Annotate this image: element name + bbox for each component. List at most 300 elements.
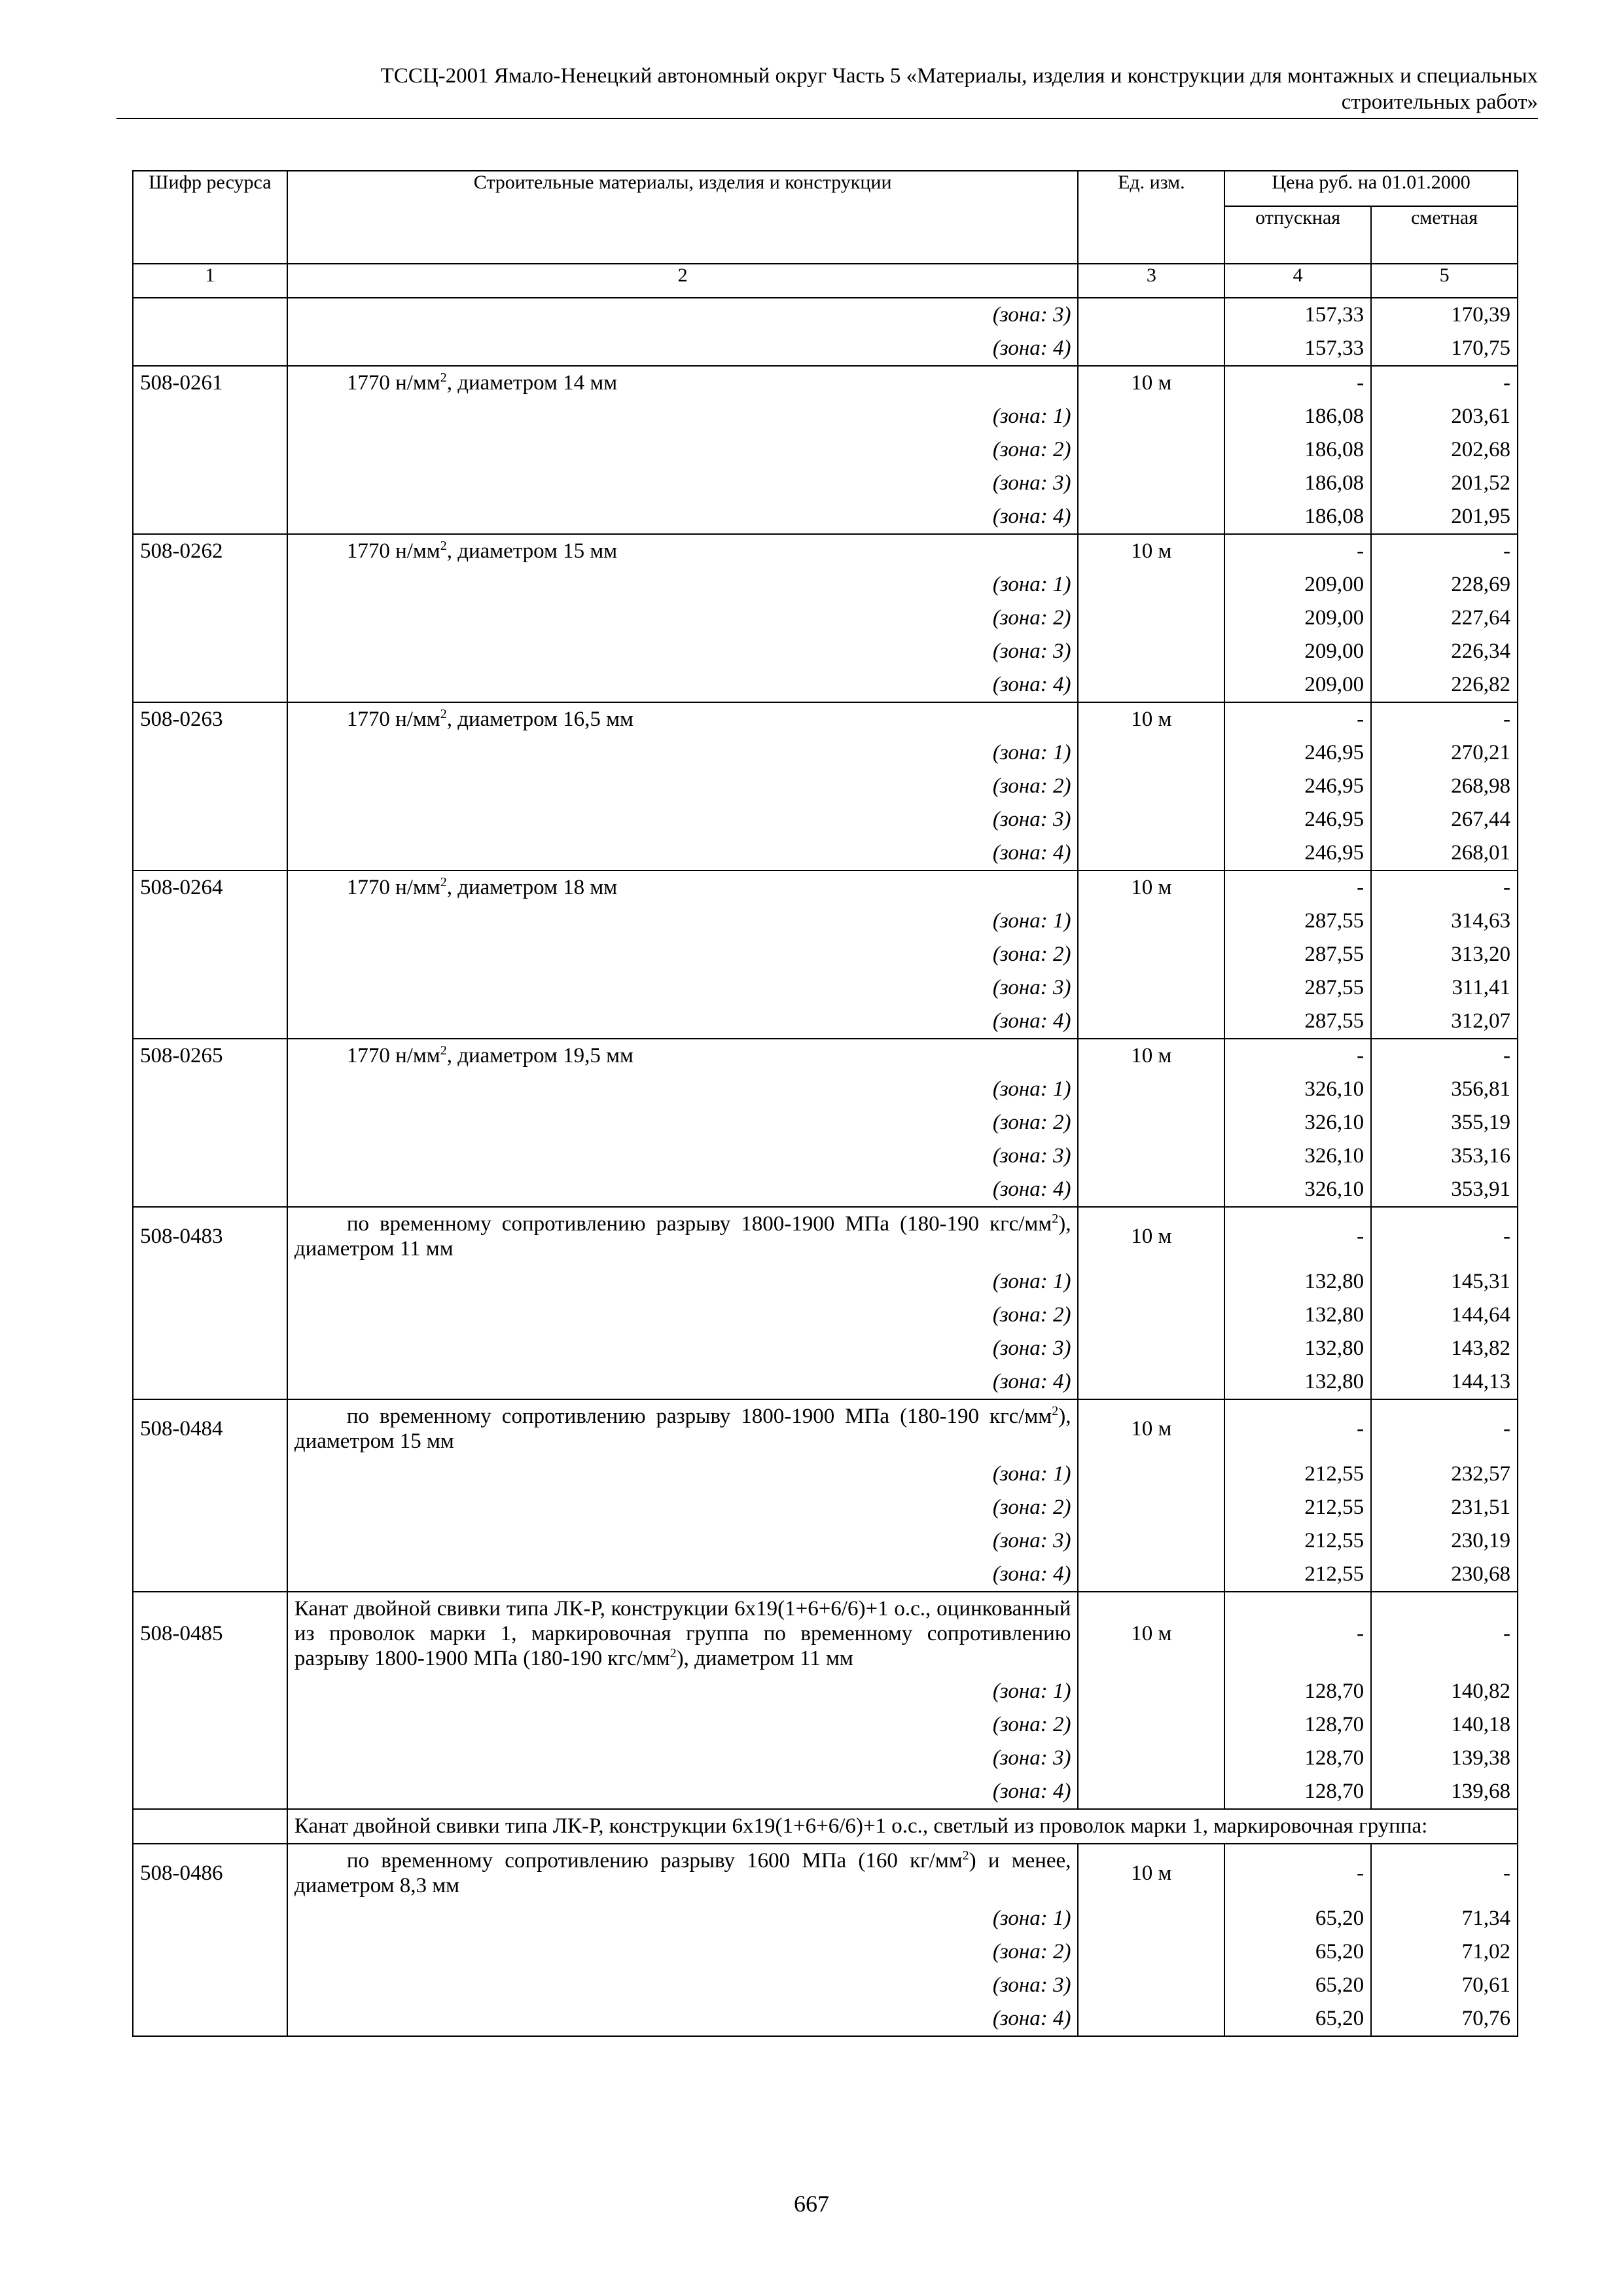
- description-text: Канат двойной свивки типа ЛК-Р, конструкции 6х19(1+6+6/6)+1 о.с., оцинкованный из проволок марки 1, маркировочная группа по временному сопротивлению разрыву 1800-1900 МПа (180-190 кгс/мм: [294, 1597, 1071, 1670]
- resource-code-cell: [133, 1491, 287, 1524]
- description-text: по временному сопротивлению разрыву 1800-1900 МПа (180-190 кгс/мм: [346, 1212, 1052, 1236]
- estimate-price: 170,75: [1371, 332, 1518, 366]
- unit-cell: [1078, 1299, 1224, 1332]
- resource-code: 508-0262: [133, 534, 287, 568]
- header-line-1: ТССЦ-2001 Ямало-Ненецкий автономный округ Часть 5 «Материалы, изделия и конструкции для монтажных и специальных: [380, 64, 1538, 88]
- unit-cell: [1078, 1935, 1224, 1969]
- estimate-price: 314,63: [1371, 905, 1518, 938]
- zone-label: (зона: 4): [287, 1005, 1079, 1039]
- zone-label: (зона: 2): [287, 433, 1079, 467]
- unit-cell: [1078, 736, 1224, 770]
- release-price: 209,00: [1224, 668, 1371, 702]
- zone-row: [133, 1106, 1518, 1139]
- resource-code: 508-0261: [133, 366, 287, 400]
- unit-cell: [1078, 1969, 1224, 2002]
- description-superscript: 2: [1052, 1404, 1059, 1418]
- zone-label: (зона: 3): [287, 1969, 1079, 2002]
- unit-cell: [1078, 668, 1224, 702]
- description-text-end: , диаметром 14 мм: [446, 371, 618, 395]
- unit-cell: [1078, 467, 1224, 500]
- unit-cell: [1078, 433, 1224, 467]
- zone-label: (зона: 3): [287, 467, 1079, 500]
- unit-cell: [1078, 803, 1224, 836]
- release-price: 186,08: [1224, 500, 1371, 534]
- estimate-price: 226,82: [1371, 668, 1518, 702]
- estimate-price: -: [1371, 702, 1518, 736]
- release-price: 246,95: [1224, 836, 1371, 870]
- zone-row: [133, 971, 1518, 1005]
- price-table: [132, 170, 1518, 2037]
- unit-cell: [1078, 971, 1224, 1005]
- col-header-unit: Ед. изм.: [1078, 171, 1224, 264]
- estimate-price: 227,64: [1371, 601, 1518, 635]
- col-number-5: 5: [1371, 264, 1518, 298]
- zone-label: (зона: 2): [287, 1708, 1079, 1742]
- zone-label: (зона: 2): [287, 1299, 1079, 1332]
- release-price: 212,55: [1224, 1524, 1371, 1558]
- resource-code-cell: [133, 1139, 287, 1173]
- resource-code-cell: [133, 803, 287, 836]
- col-header-price: Цена руб. на 01.01.2000: [1224, 171, 1518, 206]
- description-text-end: ) и менее, диаметром 8,3 мм: [294, 1849, 1071, 1897]
- estimate-price: 268,98: [1371, 770, 1518, 803]
- unit-cell: [1078, 770, 1224, 803]
- zone-row: [133, 1675, 1518, 1708]
- zone-row: [133, 467, 1518, 500]
- release-price: 326,10: [1224, 1073, 1371, 1106]
- zone-label: (зона: 1): [287, 905, 1079, 938]
- zone-row: [133, 770, 1518, 803]
- description-superscript: 2: [440, 875, 447, 889]
- unit-of-measure: 10 м: [1078, 1844, 1224, 1902]
- release-price: 186,08: [1224, 433, 1371, 467]
- unit-cell: [1078, 1742, 1224, 1775]
- estimate-price: 145,31: [1371, 1265, 1518, 1299]
- zone-label: (зона: 3): [287, 635, 1079, 668]
- description-text: по временному сопротивлению разрыву 1800-1900 МПа (180-190 кгс/мм: [346, 1405, 1052, 1428]
- zone-row: [133, 1935, 1518, 1969]
- zone-row: [133, 1299, 1518, 1332]
- estimate-price: 201,52: [1371, 467, 1518, 500]
- table-row: [133, 702, 1518, 736]
- estimate-price: 232,57: [1371, 1458, 1518, 1491]
- estimate-price: 70,61: [1371, 1969, 1518, 2002]
- zone-row: [133, 601, 1518, 635]
- resource-code-cell: [133, 1775, 287, 1809]
- resource-code: 508-0484: [133, 1399, 287, 1458]
- estimate-price: -: [1371, 366, 1518, 400]
- material-description: [287, 534, 1079, 568]
- zone-label: (зона: 3): [287, 1524, 1079, 1558]
- resource-code-cell: [133, 635, 287, 668]
- unit-cell: [1078, 1005, 1224, 1039]
- col-header-code: Шифр ресурса: [133, 171, 287, 264]
- description-text: по временному сопротивлению разрыву 1600 МПа (160 кг/мм: [346, 1849, 963, 1873]
- estimate-price: 203,61: [1371, 400, 1518, 433]
- unit-of-measure: 10 м: [1078, 366, 1224, 400]
- table-row: [133, 1399, 1518, 1458]
- zone-label: (зона: 1): [287, 568, 1079, 601]
- zone-label: (зона: 4): [287, 1173, 1079, 1207]
- col-number-3: 3: [1078, 264, 1224, 298]
- unit-of-measure: 10 м: [1078, 702, 1224, 736]
- zone-row: [133, 1969, 1518, 2002]
- resource-code-cell: [133, 1708, 287, 1742]
- release-price: 132,80: [1224, 1332, 1371, 1365]
- estimate-price: 139,38: [1371, 1742, 1518, 1775]
- col-number-2: 2: [287, 264, 1079, 298]
- zone-row: [133, 1139, 1518, 1173]
- zone-label: (зона: 3): [287, 1332, 1079, 1365]
- release-price: -: [1224, 1039, 1371, 1073]
- description-text-end: ), диаметром 15 мм: [294, 1405, 1071, 1453]
- header-line-2: строительных работ»: [1341, 90, 1538, 114]
- zone-label: (зона: 4): [287, 332, 1079, 366]
- resource-code: 508-0486: [133, 1844, 287, 1902]
- release-price: 212,55: [1224, 1491, 1371, 1524]
- estimate-price: 144,64: [1371, 1299, 1518, 1332]
- resource-code-cell: [133, 1005, 287, 1039]
- resource-code: 508-0483: [133, 1207, 287, 1265]
- description-superscript: 2: [440, 707, 447, 721]
- zone-row: [133, 1491, 1518, 1524]
- col-header-release: отпускная: [1224, 206, 1371, 264]
- description-superscript: 2: [669, 1646, 677, 1660]
- description-text-end: , диаметром 15 мм: [446, 539, 618, 563]
- resource-code-cell: [133, 400, 287, 433]
- estimate-price: 230,68: [1371, 1558, 1518, 1592]
- zone-row: [133, 803, 1518, 836]
- release-price: 128,70: [1224, 1675, 1371, 1708]
- unit-of-measure: 10 м: [1078, 1207, 1224, 1265]
- release-price: -: [1224, 534, 1371, 568]
- table-row: [133, 366, 1518, 400]
- release-price: 65,20: [1224, 1969, 1371, 2002]
- estimate-price: 71,02: [1371, 1935, 1518, 1969]
- unit-cell: [1078, 568, 1224, 601]
- unit-cell: [1078, 332, 1224, 366]
- unit-cell: [1078, 400, 1224, 433]
- description-superscript: 2: [1052, 1211, 1059, 1226]
- zone-row: [133, 1902, 1518, 1935]
- zone-row: [133, 1005, 1518, 1039]
- unit-cell: [1078, 1173, 1224, 1207]
- zone-row: [133, 635, 1518, 668]
- description-text-end: , диаметром 19,5 мм: [446, 1044, 633, 1067]
- release-price: 186,08: [1224, 467, 1371, 500]
- resource-code-cell: [133, 1969, 287, 2002]
- unit-cell: [1078, 1365, 1224, 1399]
- unit-cell: [1078, 298, 1224, 332]
- table-header: [133, 171, 1518, 298]
- release-price: 326,10: [1224, 1139, 1371, 1173]
- unit-of-measure: 10 м: [1078, 1592, 1224, 1675]
- release-price: 287,55: [1224, 905, 1371, 938]
- resource-code-cell: [133, 332, 287, 366]
- zone-row: [133, 1775, 1518, 1809]
- estimate-price: 139,68: [1371, 1775, 1518, 1809]
- resource-code-cell: [133, 1935, 287, 1969]
- zone-row: [133, 1524, 1518, 1558]
- release-price: 132,80: [1224, 1365, 1371, 1399]
- resource-code-cell: [133, 1524, 287, 1558]
- zone-row: [133, 500, 1518, 534]
- table-body: [133, 298, 1518, 2036]
- release-price: 209,00: [1224, 568, 1371, 601]
- release-price: -: [1224, 1399, 1371, 1458]
- table-row: [133, 534, 1518, 568]
- zone-row: [133, 1365, 1518, 1399]
- material-description: [287, 1207, 1079, 1265]
- resource-code: 508-0263: [133, 702, 287, 736]
- unit-cell: [1078, 1902, 1224, 1935]
- zone-row: [133, 836, 1518, 870]
- release-price: 157,33: [1224, 332, 1371, 366]
- estimate-price: 311,41: [1371, 971, 1518, 1005]
- estimate-price: 313,20: [1371, 938, 1518, 971]
- zone-label: (зона: 4): [287, 668, 1079, 702]
- unit-cell: [1078, 1491, 1224, 1524]
- release-price: 326,10: [1224, 1173, 1371, 1207]
- release-price: 287,55: [1224, 971, 1371, 1005]
- estimate-price: 231,51: [1371, 1491, 1518, 1524]
- release-price: 246,95: [1224, 770, 1371, 803]
- col-header-estimate: сметная: [1371, 206, 1518, 264]
- release-price: 287,55: [1224, 938, 1371, 971]
- description-superscript: 2: [440, 539, 447, 553]
- estimate-price: -: [1371, 1039, 1518, 1073]
- unit-cell: [1078, 1524, 1224, 1558]
- release-price: 246,95: [1224, 803, 1371, 836]
- estimate-price: 230,19: [1371, 1524, 1518, 1558]
- resource-code-cell: [133, 1173, 287, 1207]
- description-text: 1770 н/мм: [346, 1044, 440, 1067]
- unit-cell: [1078, 601, 1224, 635]
- resource-code-cell: [133, 467, 287, 500]
- zone-label: (зона: 4): [287, 1558, 1079, 1592]
- release-price: 132,80: [1224, 1265, 1371, 1299]
- estimate-price: 267,44: [1371, 803, 1518, 836]
- estimate-price: 312,07: [1371, 1005, 1518, 1039]
- zone-row: [133, 332, 1518, 366]
- estimate-price: 170,39: [1371, 298, 1518, 332]
- zone-label: (зона: 2): [287, 601, 1079, 635]
- page-header: [116, 63, 1538, 119]
- col-header-name: Строительные материалы, изделия и конструкции: [287, 171, 1079, 264]
- page-number: 667: [794, 2191, 829, 2217]
- unit-of-measure: 10 м: [1078, 870, 1224, 905]
- estimate-price: -: [1371, 534, 1518, 568]
- material-description: [287, 1592, 1079, 1675]
- release-price: -: [1224, 366, 1371, 400]
- resource-code-cell: [133, 2002, 287, 2036]
- material-description: [287, 366, 1079, 400]
- resource-code-cell: [133, 1809, 287, 1844]
- zone-label: (зона: 1): [287, 1675, 1079, 1708]
- table-row: [133, 1592, 1518, 1675]
- resource-code-cell: [133, 1332, 287, 1365]
- unit-cell: [1078, 1558, 1224, 1592]
- release-price: -: [1224, 1207, 1371, 1265]
- zone-row: [133, 1742, 1518, 1775]
- release-price: 246,95: [1224, 736, 1371, 770]
- estimate-price: 268,01: [1371, 836, 1518, 870]
- col-number-4: 4: [1224, 264, 1371, 298]
- zone-row: [133, 1332, 1518, 1365]
- unit-cell: [1078, 2002, 1224, 2036]
- estimate-price: 226,34: [1371, 635, 1518, 668]
- resource-code-cell: [133, 1902, 287, 1935]
- material-description: [287, 1039, 1079, 1073]
- zone-label: (зона: 1): [287, 400, 1079, 433]
- resource-code-cell: [133, 298, 287, 332]
- unit-cell: [1078, 1458, 1224, 1491]
- zone-label: (зона: 4): [287, 2002, 1079, 2036]
- resource-code-cell: [133, 736, 287, 770]
- unit-of-measure: 10 м: [1078, 1399, 1224, 1458]
- estimate-price: 202,68: [1371, 433, 1518, 467]
- estimate-price: 143,82: [1371, 1332, 1518, 1365]
- release-price: 186,08: [1224, 400, 1371, 433]
- resource-code-cell: [133, 971, 287, 1005]
- zone-label: (зона: 3): [287, 1742, 1079, 1775]
- zone-label: (зона: 2): [287, 1935, 1079, 1969]
- unit-cell: [1078, 836, 1224, 870]
- zone-label: (зона: 2): [287, 1106, 1079, 1139]
- estimate-price: 70,76: [1371, 2002, 1518, 2036]
- table-row: [133, 1844, 1518, 1902]
- release-price: 65,20: [1224, 1902, 1371, 1935]
- unit-cell: [1078, 1708, 1224, 1742]
- resource-code: 508-0485: [133, 1592, 287, 1675]
- estimate-price: 201,95: [1371, 500, 1518, 534]
- resource-code-cell: [133, 1265, 287, 1299]
- release-price: 326,10: [1224, 1106, 1371, 1139]
- unit-cell: [1078, 938, 1224, 971]
- zone-label: (зона: 3): [287, 971, 1079, 1005]
- estimate-price: 356,81: [1371, 1073, 1518, 1106]
- zone-row: [133, 1708, 1518, 1742]
- description-text: 1770 н/мм: [346, 539, 440, 563]
- description-text: 1770 н/мм: [346, 708, 440, 731]
- unit-of-measure: 10 м: [1078, 1039, 1224, 1073]
- zone-row: [133, 568, 1518, 601]
- estimate-price: -: [1371, 1592, 1518, 1675]
- zone-row: [133, 298, 1518, 332]
- zone-row: [133, 1173, 1518, 1207]
- estimate-price: 355,19: [1371, 1106, 1518, 1139]
- release-price: 209,00: [1224, 601, 1371, 635]
- resource-code-cell: [133, 938, 287, 971]
- release-price: 128,70: [1224, 1742, 1371, 1775]
- release-price: 65,20: [1224, 2002, 1371, 2036]
- table-row: [133, 1207, 1518, 1265]
- zone-label: (зона: 4): [287, 1365, 1079, 1399]
- zone-label: (зона: 3): [287, 1139, 1079, 1173]
- release-price: 128,70: [1224, 1775, 1371, 1809]
- resource-code-cell: [133, 500, 287, 534]
- release-price: 128,70: [1224, 1708, 1371, 1742]
- zone-label: (зона: 1): [287, 1265, 1079, 1299]
- zone-label: (зона: 1): [287, 1902, 1079, 1935]
- resource-code: 508-0265: [133, 1039, 287, 1073]
- resource-code-cell: [133, 770, 287, 803]
- table-row: [133, 870, 1518, 905]
- unit-cell: [1078, 1775, 1224, 1809]
- resource-code-cell: [133, 1675, 287, 1708]
- release-price: -: [1224, 1592, 1371, 1675]
- unit-cell: [1078, 1139, 1224, 1173]
- estimate-price: 353,16: [1371, 1139, 1518, 1173]
- estimate-price: -: [1371, 1207, 1518, 1265]
- estimate-price: -: [1371, 870, 1518, 905]
- estimate-price: -: [1371, 1844, 1518, 1902]
- release-price: -: [1224, 702, 1371, 736]
- resource-code-cell: [133, 836, 287, 870]
- unit-of-measure: 10 м: [1078, 534, 1224, 568]
- zone-row: [133, 433, 1518, 467]
- resource-code-cell: [133, 601, 287, 635]
- release-price: 209,00: [1224, 635, 1371, 668]
- resource-code-cell: [133, 568, 287, 601]
- description-text: 1770 н/мм: [346, 371, 440, 395]
- material-description: [287, 1399, 1079, 1458]
- unit-cell: [1078, 1675, 1224, 1708]
- description-text: 1770 н/мм: [346, 876, 440, 899]
- unit-cell: [1078, 1332, 1224, 1365]
- zone-row: [133, 1558, 1518, 1592]
- zone-label: (зона: 2): [287, 1491, 1079, 1524]
- resource-code-cell: [133, 1742, 287, 1775]
- col-number-1: 1: [133, 264, 287, 298]
- zone-label: (зона: 1): [287, 1073, 1079, 1106]
- unit-cell: [1078, 1106, 1224, 1139]
- unit-cell: [1078, 1073, 1224, 1106]
- unit-cell: [1078, 1265, 1224, 1299]
- resource-code-cell: [133, 668, 287, 702]
- description-text-end: , диаметром 16,5 мм: [446, 708, 633, 731]
- release-price: 212,55: [1224, 1558, 1371, 1592]
- zone-row: [133, 736, 1518, 770]
- estimate-price: 353,91: [1371, 1173, 1518, 1207]
- estimate-price: -: [1371, 1399, 1518, 1458]
- zone-label: (зона: 3): [287, 803, 1079, 836]
- resource-code-cell: [133, 1558, 287, 1592]
- zone-row: [133, 1073, 1518, 1106]
- material-description: [287, 702, 1079, 736]
- zone-label: (зона: 1): [287, 736, 1079, 770]
- description-text-end: ), диаметром 11 мм: [676, 1647, 853, 1670]
- zone-label: (зона: 4): [287, 836, 1079, 870]
- description-superscript: 2: [962, 1848, 969, 1863]
- zone-row: [133, 668, 1518, 702]
- release-price: -: [1224, 1844, 1371, 1902]
- zone-label: (зона: 1): [287, 1458, 1079, 1491]
- zone-row: [133, 1265, 1518, 1299]
- resource-code-cell: [133, 1458, 287, 1491]
- material-description: [287, 870, 1079, 905]
- group-heading-row: [133, 1809, 1518, 1844]
- release-price: 287,55: [1224, 1005, 1371, 1039]
- zone-row: [133, 905, 1518, 938]
- description-superscript: 2: [440, 1043, 447, 1058]
- estimate-price: 228,69: [1371, 568, 1518, 601]
- unit-cell: [1078, 635, 1224, 668]
- description-text-end: ), диаметром 11 мм: [294, 1212, 1071, 1261]
- table-row: [133, 1039, 1518, 1073]
- zone-label: (зона: 3): [287, 298, 1079, 332]
- release-price: 157,33: [1224, 298, 1371, 332]
